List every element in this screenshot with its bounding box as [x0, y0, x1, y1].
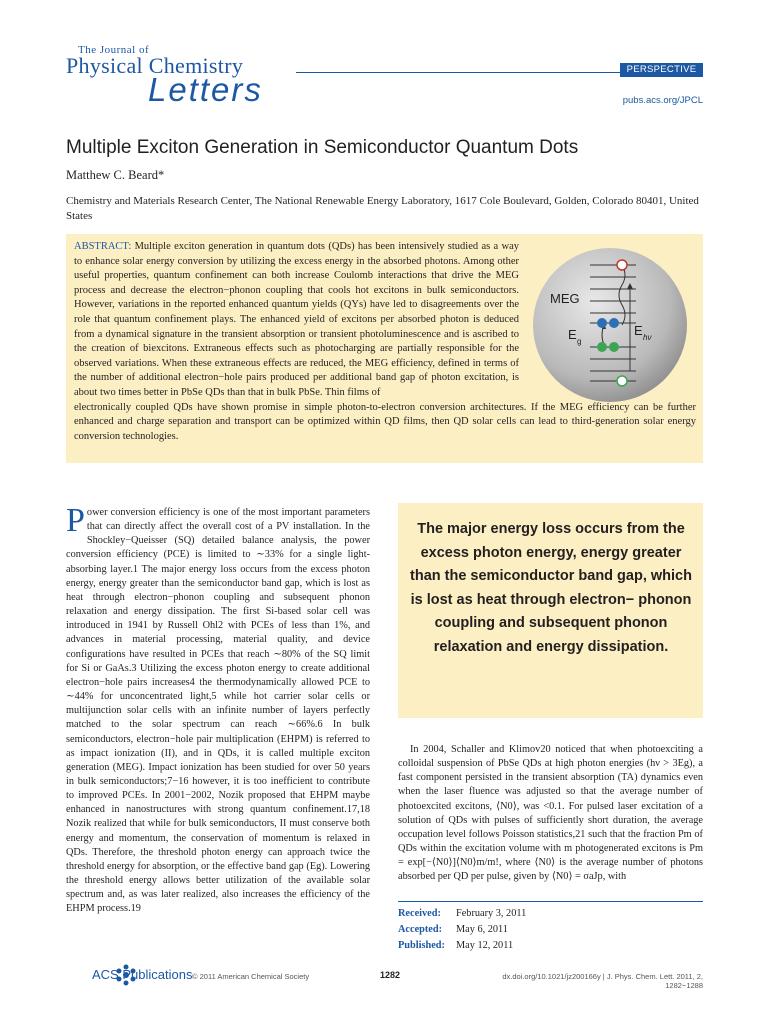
- abstract-label: ABSTRACT:: [74, 241, 132, 252]
- journal-name-prefix: The Journal of: [78, 44, 150, 56]
- figure-label-ehv: E: [634, 323, 643, 338]
- hole-marker: [617, 376, 627, 386]
- figure-label-eg-sub: g: [577, 337, 582, 346]
- meg-schematic-figure: [530, 245, 690, 405]
- abstract-text-lower: electronically coupled QDs have shown promise in simple photon-to-electron conversion architectures. If the MEG efficiency can be further enhanced and charge separation and transport can be optimized within QD films, then QD solar cells can lead to third-generation solar energy conversion technologies.: [74, 401, 696, 442]
- section-badge: PERSPECTIVE: [620, 63, 703, 77]
- hot-electron-marker: [617, 260, 627, 270]
- journal-name: Physical Chemistry: [66, 53, 244, 78]
- dates-rule: [398, 901, 703, 902]
- doi-citation[interactable]: dx.doi.org/10.1021/jz200166y | J. Phys. Chem. Lett. 2011, 2, 1282−1288: [502, 972, 703, 990]
- copyright: © 2011 American Chemical Society: [192, 972, 310, 981]
- accepted-date: Accepted: May 6, 2011: [398, 924, 508, 935]
- figure-label-ehv-sub: hν: [643, 333, 652, 342]
- article-title: Multiple Exciton Generation in Semiconductor Quantum Dots: [66, 137, 579, 158]
- drop-cap: P: [66, 502, 85, 539]
- page-number: 1282: [380, 970, 401, 980]
- hole-marker: [597, 342, 607, 352]
- abstract-text-upper: [74, 240, 519, 401]
- electron-marker: [609, 318, 619, 328]
- publisher-name: ACS Publications: [92, 967, 193, 982]
- publication-dates: [398, 906, 526, 954]
- body-column-left: [66, 502, 370, 917]
- journal-name-letters: Letters: [148, 71, 263, 108]
- journal-url-link[interactable]: pubs.acs.org/JPCL: [622, 95, 703, 106]
- abstract-text: Multiple exciton generation in quantum dots (QDs) has been intensively studied as a way to enhance solar energy conversion by utilizing the excess energy in the absorbed photons. Among other useful properties, quantum confinement can both increase Coulomb interactions that drive the MEG process and decrease the electron−phonon coupling that cools hot excitons in bulk semiconductors. However, variations in the reported enhanced quantum yields (QYs) have led to disagreements over the role that quantum confinement plays. The enhanced yield of excitons per absorbed photon is deduced from a dynamical signature in the transient absorption or transient photoluminescence and is ascribed to the creation of biexcitons. Extraneous effects such as photocharging are partially responsible for the observed variations. When these extraneous effects are reduced, the MEG efficiency, defined in terms of the number of additional electron−hole pairs produced per additional band gap of photon excitation, is about two times better in PbSe QDs than that in bulk PbSe. Thin films of: [74, 241, 519, 398]
- published-date: Published: May 12, 2011: [398, 940, 514, 951]
- figure-label-meg: MEG: [550, 291, 580, 306]
- author-affiliation: Chemistry and Materials Research Center, The National Renewable Energy Laboratory, 1617 Cole Boulevard, Golden, Colorado 80401, United States: [66, 195, 699, 222]
- electron-marker: [597, 318, 607, 328]
- pullquote: The major energy loss occurs from the excess photon energy, energy greater than the semiconductor band gap, which is lost as heat through electron− phonon coupling and subsequent phonon relaxation and energy dissipation.: [410, 521, 692, 655]
- body-text-right: In 2004, Schaller and Klimov20 noticed that when photoexciting a colloidal suspension of PbSe QDs at high photon energies (hν > 3Eg), a fast component persisted in the transient absorption (TA) dynamics even when the laser fluence was adjusted so that the average number of photoexcited excitons, ⟨N0⟩, was <0.1. For pulsed laser excitation of a solution of QDs with pulses of sufficiently short duration, the average occupation level follows Poisson statistics,21 such that the fraction Pm of QDs within the excitation volume with m photogenerated excitons is Pm = exp[−⟨N0⟩]⟨N0⟩m/m!, where ⟨N0⟩ is the average number of photons absorbed per QD per pulse, given by ⟨N0⟩ = σaJp, with: [398, 744, 703, 883]
- article-author: Matthew C. Beard*: [66, 168, 165, 182]
- body-text-left: ower conversion efficiency is one of the most important parameters that can directly affect the overall cost of a PV installation. In the Shockley−Queisser (SQ) detailed balance analysis, the power conversion efficiency (PCE) is limited to ∼33% for a single light-absorbing layer.1 The major energy loss occurs from the excess photon energy, energy greater than the semiconductor band gap, which is lost as heat through electron−phonon coupling and subsequent phonon relaxation and energy dissipation. The first Si-based solar cell was introduced in 1941 by Russell Ohl2 with PCEs of less than 1%, and advances in material processing, material quality, and device configurations have resulted in PCEs that reach ∼80% of the SQ limit for Si or GaAs.3 Utilizing the excess photon energy to create additional electron−hole pairs increases4 the thermodynamically allowed PCE to ∼44% for unconcentrated light,5 while hot carrier solar cells or multijunction solar cells with an infinite number of layers perfectly matched to the solar spectrum can reach ∼66%.6 In bulk semiconductors, electron−hole pair multiplication (EHPM) is referred to as impact ionization (II), and in QDs, it is called multiple exciton generation (MEG). Impact ionization has been studied for over 50 years in bulk semiconductors;7−16 however, it is too inefficient to contribute to improved PCEs. In 2001−2002, Nozik proposed that EHPM maybe enhanced in nanostructures with strong quantum confinement.17,18 Nozik realized that while for bulk semiconductors, II must conserve both energy and momentum, the conservation of momentum is relaxed in QDs. Therefore, the threshold photon energy can approach twice the threshold energy for absorption, or the effective band gap (Eg). Lowering the threshold energy allows better utilization of the available solar spectrum and, as was later realized, also increases the efficiency of the EHPM process.19: [66, 507, 370, 915]
- figure-label-eg: E: [568, 327, 577, 342]
- received-date: Received: February 3, 2011: [398, 908, 527, 919]
- hole-marker: [609, 342, 619, 352]
